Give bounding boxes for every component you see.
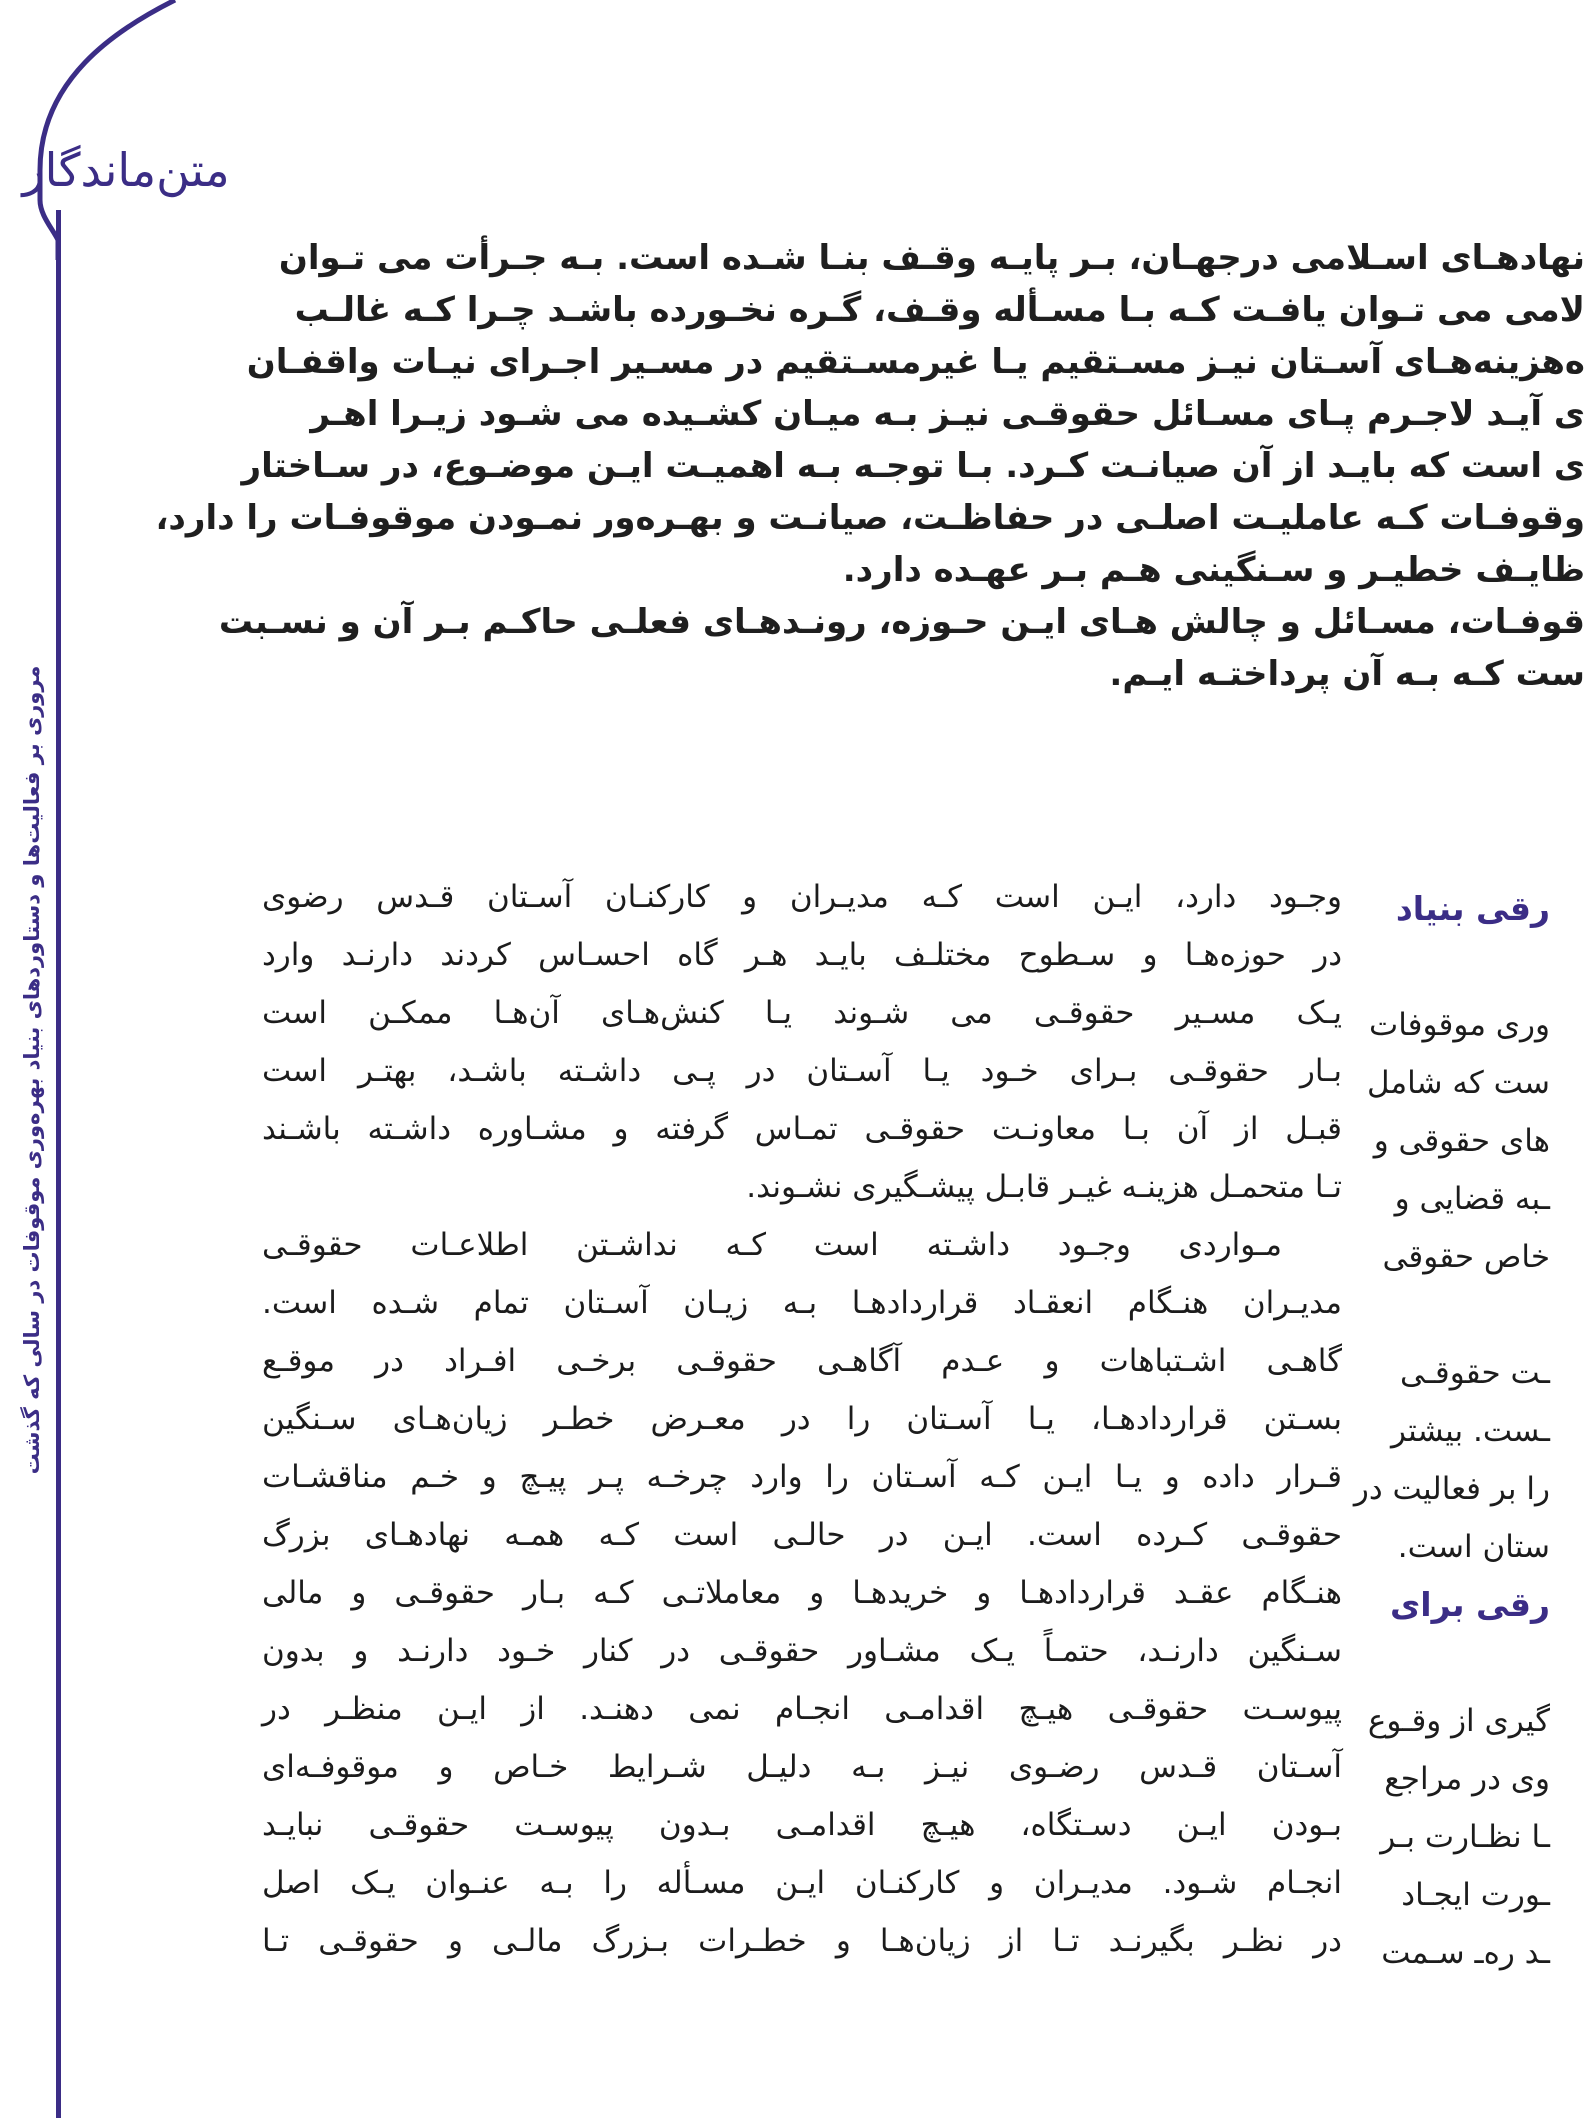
right-line: خاص حقوقی	[1382, 1239, 1550, 1275]
body-line: پیوسـت حقوقـی هیـچ اقدامـی انجـام نمی دهنـد. از ایـن منظـر در	[262, 1691, 1342, 1727]
intro-line: لامی می تـوان یافـت کـه بـا مسـأله وقـف، گـره نخـورده باشـد چـرا کـه غالـب	[294, 290, 1585, 330]
right-line: ـد ره‌ـ سـمت	[1381, 1935, 1550, 1971]
right-line: ـبه قضایی و	[1394, 1181, 1550, 1217]
logo-text: متن‌ماندگار	[22, 143, 230, 197]
body-line: گاهـی اشـتباهات و عـدم آگاهـی حقوقـی برخـی افـراد در موقـع	[262, 1343, 1342, 1379]
body-line: تـا متحمـل هزینـه غیـر قابـل پیشـگیری نشـوند.	[746, 1169, 1342, 1205]
section-heading: رقی برای	[1390, 1585, 1550, 1624]
right-line: ـا نظـارت بـر	[1380, 1819, 1550, 1855]
left-band-line	[56, 210, 61, 2118]
spacer	[1300, 1634, 1550, 1692]
right-column-cutoff	[1300, 880, 1550, 1982]
intro-line: نهادهـای اسـلامی درجهـان، بـر پایـه وقـف بنـا شـده است. بـه جـرأت می تـوان	[278, 238, 1585, 278]
right-line: ـست. بیشتر	[1391, 1413, 1550, 1449]
vertical-title-text: مروری بر فعالیت‌ها و دستاوردهای بنیاد بهره‌وری موقوفات در سالی که گذشت	[20, 665, 44, 1475]
body-line: وجـود دارد، ایـن است کـه مدیـران و کارکنـان آسـتان قـدس رضوی	[262, 879, 1342, 915]
body-line: قبـل از آن بـا معاونـت حقوقـی تمـاس گرفته و مشـاوره داشـته باشـند	[262, 1111, 1342, 1147]
body-line: در نظـر بگیرنـد تـا از زیان‌هـا و خطـرات بـزرگ مالـی و حقوقـی تـا	[262, 1923, 1342, 1959]
right-line: ـورت ایجـاد	[1401, 1877, 1550, 1913]
body-line: حقوقـی کـرده است. ایـن در حالـی است کـه همـه نهادهـای بزرگ	[262, 1517, 1342, 1553]
intro-line: ست کـه بـه آن پرداختـه ایـم.	[1109, 654, 1585, 694]
right-line: وی در مراجع	[1384, 1761, 1550, 1797]
body-line: سـنگین دارنـد، حتمـاً یـک مشـاور حقوقـی در کنار خـود دارنـد و بدون	[262, 1633, 1342, 1669]
body-line: بـودن ایـن دسـتگاه، هیـچ اقدامـی بـدون پیوسـت حقوقـی نبایـد	[262, 1807, 1342, 1843]
body-line: مـواردی وجـود داشـته است کـه نداشـتن اطلاعـات حقوقـی	[262, 1227, 1282, 1263]
intro-line: ی است که بایـد از آن صیانـت کـرد. بـا توجـه بـه اهمیـت ایـن موضـوع، در سـاختار	[241, 446, 1585, 486]
intro-line: ی آیـد لاجـرم پـای مسـائل حقوقـی نیـز بـه میـان کشـیده می شـود زیـرا اهـر	[310, 394, 1585, 434]
intro-line: قوفـات، مسـائل و چالش هـای ایـن حـوزه، رونـدهـای فعلـی حاکـم بـر آن و نسـبت	[218, 602, 1585, 642]
body-line: مدیـران هنـگام انعقـاد قرارداد‌هـا بـه زیـان آسـتان تمام شـده است.	[262, 1285, 1342, 1321]
body-line: بسـتن قرارداد‌هـا، یـا آسـتان را در معـرض خطـر زیان‌هـای سـنگین	[262, 1401, 1342, 1437]
body-line: در حوزه‌هـا و سـطوح مختلـف بایـد هـر گاه احسـاس کردند دارنـد وارد	[262, 937, 1342, 973]
intro-line: ه‌هزینه‌هـای آسـتان نیـز مسـتقیم یـا غیرمسـتقیم در مسـیر اجـرای نیـات واقفـان	[246, 342, 1585, 382]
spacer	[1300, 938, 1550, 996]
main-column	[262, 868, 1342, 1970]
right-line: ست که شامل	[1366, 1065, 1550, 1101]
intro-line: وقوفـات کـه عاملیـت اصلـی در حفاظـت، صیانـت و بهـره‌ور نمـودن موقوفـات را دارد،	[155, 498, 1585, 538]
body-line: بـار حقوقـی بـرای خـود یـا آسـتان در پـی داشـته باشـد، بهتـر است	[262, 1053, 1342, 1089]
vertical-section-title	[12, 300, 52, 1840]
body-line: انجـام شـود. مدیـران و کارکنـان ایـن مسـأله را بـه عنـوان یـک اصل	[262, 1865, 1342, 1901]
spacer	[1300, 1286, 1550, 1344]
logo	[22, 95, 230, 245]
body-line: یـک مسـیر حقوقـی می شـوند یـا کنش‌هـای آن‌هـا ممکـن است	[262, 995, 1342, 1031]
right-line: های حقوقی و	[1373, 1123, 1550, 1159]
body-line: هنـگام عقـد قراردادهـا و خریدهـا و معاملاتـی کـه بـار حقوقـی و مالی	[262, 1575, 1342, 1611]
intro-line: ظایـف خطیـر و سـنگینی هـم بـر عهـده دارد.	[842, 550, 1585, 590]
intro-paragraph	[155, 232, 1585, 700]
body-line: آسـتان قـدس رضـوی نیـز بـه دلیـل شـرایط خـاص و موقوفـه‌ای	[262, 1749, 1342, 1785]
right-line: ستان است.	[1397, 1529, 1550, 1565]
right-line: را بر فعالیت در	[1353, 1471, 1550, 1507]
right-line: گیری از وقـوع	[1367, 1703, 1550, 1739]
body-line: قـرار داده و یـا ایـن کـه آسـتان را وارد چرخـه پـر پیـچ و خـم مناقشـات	[262, 1459, 1342, 1495]
section-heading: رقی بنیاد	[1395, 889, 1550, 928]
right-line: وری موقوفات	[1369, 1007, 1550, 1043]
right-line: ـت حقوقـی	[1400, 1355, 1550, 1391]
